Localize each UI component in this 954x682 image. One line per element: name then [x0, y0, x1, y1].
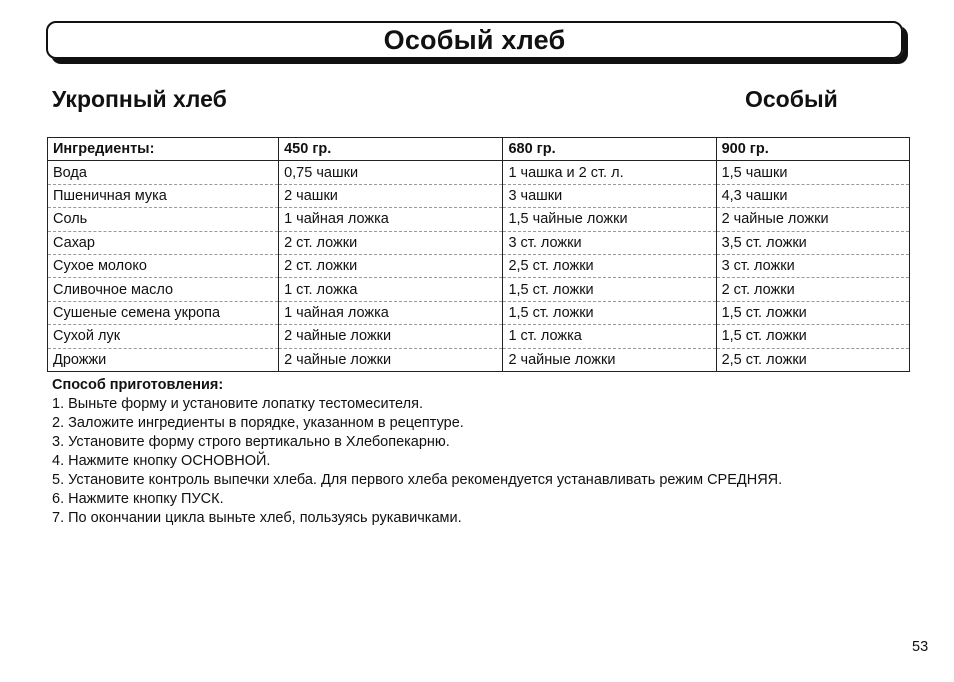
amount-680-cell: 1,5 ст. ложки [503, 301, 716, 324]
ingredient-cell: Дрожжи [48, 348, 279, 371]
ingredient-cell: Сухое молоко [48, 254, 279, 277]
table-row [48, 184, 910, 207]
amount-450-cell: 2 чайные ложки [279, 325, 503, 348]
amount-680-cell: 1,5 чайные ложки [503, 208, 716, 231]
ingredient-cell: Сахар [48, 231, 279, 254]
column-header-450: 450 гр. [279, 138, 503, 161]
page-title: Особый хлеб [383, 24, 566, 55]
table-row [48, 161, 910, 184]
amount-450-cell: 2 чайные ложки [279, 348, 503, 371]
amount-900-cell: 2 чайные ложки [716, 208, 909, 231]
method-step: 7. По окончании цикла выньте хлеб, пользуясь рукавичками. [52, 510, 462, 526]
column-header-ingredients: Ингредиенты: [48, 138, 279, 161]
column-header-900: 900 гр. [716, 138, 909, 161]
method-step: 4. Нажмите кнопку ОСНОВНОЙ. [52, 453, 271, 469]
ingredients-table [47, 137, 910, 372]
method-heading: Способ приготовления: [52, 377, 224, 393]
method-step: 1. Выньте форму и установите лопатку тестомесителя. [52, 396, 423, 412]
table-row [48, 231, 910, 254]
recipe-name: Укропный хлеб [52, 86, 227, 112]
method-step: 5. Установите контроль выпечки хлеба. Для первого хлеба рекомендуется устанавливать режим СРЕДНЯЯ. [52, 472, 783, 488]
ingredient-cell: Вода [48, 161, 279, 184]
column-header-680: 680 гр. [503, 138, 716, 161]
table-header-row [48, 138, 910, 161]
amount-680-cell: 1,5 ст. ложки [503, 278, 716, 301]
preparation-method [52, 376, 782, 528]
method-step: 6. Нажмите кнопку ПУСК. [52, 491, 224, 507]
method-step: 2. Заложите ингредиенты в порядке, указанном в рецептуре. [52, 415, 464, 431]
amount-900-cell: 1,5 ст. ложки [716, 325, 909, 348]
amount-900-cell: 3,5 ст. ложки [716, 231, 909, 254]
amount-900-cell: 2,5 ст. ложки [716, 348, 909, 371]
amount-900-cell: 4,3 чашки [716, 184, 909, 207]
amount-900-cell: 2 ст. ложки [716, 278, 909, 301]
table-row [48, 325, 910, 348]
page-number: 53 [912, 639, 929, 655]
amount-900-cell: 1,5 чашки [716, 161, 909, 184]
table-row [48, 254, 910, 277]
ingredient-cell: Сушеные семена укропа [48, 301, 279, 324]
section-title-box [46, 21, 903, 59]
table-row [48, 278, 910, 301]
amount-680-cell: 2,5 ст. ложки [503, 254, 716, 277]
amount-680-cell: 3 ст. ложки [503, 231, 716, 254]
method-step: 3. Установите форму строго вертикально в Хлебопекарню. [52, 434, 450, 450]
ingredient-cell: Соль [48, 208, 279, 231]
amount-450-cell: 1 ст. ложка [279, 278, 503, 301]
ingredient-cell: Сливочное масло [48, 278, 279, 301]
amount-680-cell: 1 чашка и 2 ст. л. [503, 161, 716, 184]
amount-680-cell: 1 ст. ложка [503, 325, 716, 348]
amount-450-cell: 2 чашки [279, 184, 503, 207]
table-row [48, 208, 910, 231]
amount-680-cell: 2 чайные ложки [503, 348, 716, 371]
ingredient-cell: Сухой лук [48, 325, 279, 348]
amount-450-cell: 2 ст. ложки [279, 254, 503, 277]
amount-900-cell: 3 ст. ложки [716, 254, 909, 277]
amount-450-cell: 2 ст. ложки [279, 231, 503, 254]
table-row [48, 348, 910, 371]
ingredient-cell: Пшеничная мука [48, 184, 279, 207]
amount-450-cell: 1 чайная ложка [279, 208, 503, 231]
amount-680-cell: 3 чашки [503, 184, 716, 207]
amount-450-cell: 1 чайная ложка [279, 301, 503, 324]
table-row [48, 301, 910, 324]
amount-900-cell: 1,5 ст. ложки [716, 301, 909, 324]
recipe-mode: Особый [745, 86, 838, 112]
amount-450-cell: 0,75 чашки [279, 161, 503, 184]
